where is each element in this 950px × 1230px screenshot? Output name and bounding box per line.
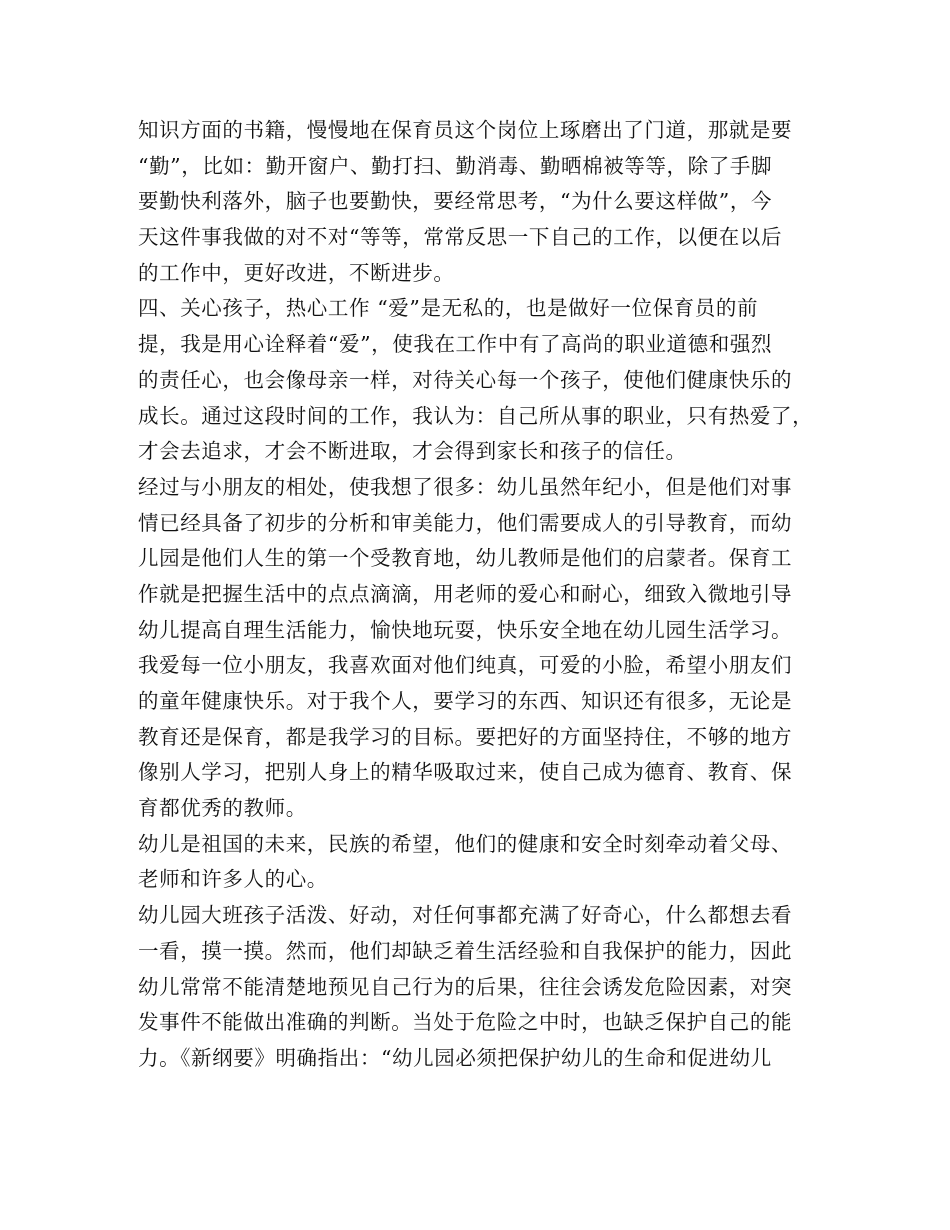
- text-line: 我爱每一位小朋友，我喜欢面对他们纯真，可爱的小脸，希望小朋友们: [138, 653, 793, 678]
- text-line: 天这件事我做的对不对“等等，常常反思一下自己的工作，以便在以后: [138, 225, 783, 250]
- text-line: 教育还是保育，都是我学习的目标。要把好的方面坚持住，不够的地方: [138, 724, 793, 749]
- text-line: 要勤快利落外，脑子也要勤快，要经常思考，“为什么要这样做”，今: [138, 189, 773, 214]
- text-line: 力。《新纲要》明确指出：“幼儿园必须把保护幼儿的生命和促进幼儿: [138, 1045, 772, 1070]
- text-line: 四、关心孩子，热心工作 “爱”是无私的，也是做好一位保育员的前: [138, 296, 759, 321]
- text-line: 像别人学习，把别人身上的精华吸取过来，使自己成为德育、教育、保: [138, 760, 793, 785]
- text-line: 的工作中，更好改进，不断进步。: [138, 260, 455, 285]
- text-line: 幼儿是祖国的未来，民族的希望，他们的健康和安全时刻牵动着父母、: [138, 831, 793, 856]
- text-line: “勤”，比如：勤开窗户、勤打扫、勤消毒、勤晒棉被等等，除了手脚: [138, 153, 773, 178]
- text-line: 育都优秀的教师。: [138, 796, 307, 821]
- text-line: 提，我是用心诠释着“爱”，使我在工作中有了高尚的职业道德和强烈: [138, 332, 773, 357]
- text-line: 情已经具备了初步的分析和审美能力，他们需要成人的引导教育，而幼: [138, 510, 793, 535]
- text-line: 成长。通过这段时间的工作，我认为：自己所从事的职业，只有热爱了，: [138, 403, 814, 428]
- text-line: 经过与小朋友的相处，使我想了很多：幼儿虽然年纪小，但是他们对事: [138, 474, 793, 499]
- text-line: 幼儿园大班孩子活泼、好动，对任何事都充满了好奇心，什么都想去看: [138, 903, 793, 928]
- text-line: 老师和许多人的心。: [138, 867, 328, 892]
- text-line: 的责任心，也会像母亲一样，对待关心每一个孩子，使他们健康快乐的: [138, 367, 793, 392]
- text-line: 幼儿常常不能清楚地预见自己行为的后果，往往会诱发危险因素，对突: [138, 974, 793, 999]
- text-line: 的童年健康快乐。对于我个人，要学习的东西、知识还有很多，无论是: [138, 689, 793, 713]
- text-line: 才会去追求，才会不断进取，才会得到家长和孩子的信任。: [138, 439, 687, 464]
- text-line: 幼儿提高自理生活能力，愉快地玩耍，快乐安全地在幼儿园生活学习。: [138, 617, 793, 642]
- text-line: 知识方面的书籍，慢慢地在保育员这个岗位上琢磨出了门道，那就是要: [138, 118, 793, 142]
- text-line: 儿园是他们人生的第一个受教育地，幼儿教师是他们的启蒙者。保育工: [138, 546, 793, 571]
- text-line: 发事件不能做出准确的判断。当处于危险之中时，也缺乏保护自己的能: [138, 1010, 793, 1035]
- body-text: [138, 113, 828, 1077]
- text-line: 作就是把握生活中的点点滴滴，用老师的爱心和耐心，细致入微地引导: [138, 581, 793, 606]
- text-line: 一看，摸一摸。然而，他们却缺乏着生活经验和自我保护的能力，因此: [138, 938, 793, 963]
